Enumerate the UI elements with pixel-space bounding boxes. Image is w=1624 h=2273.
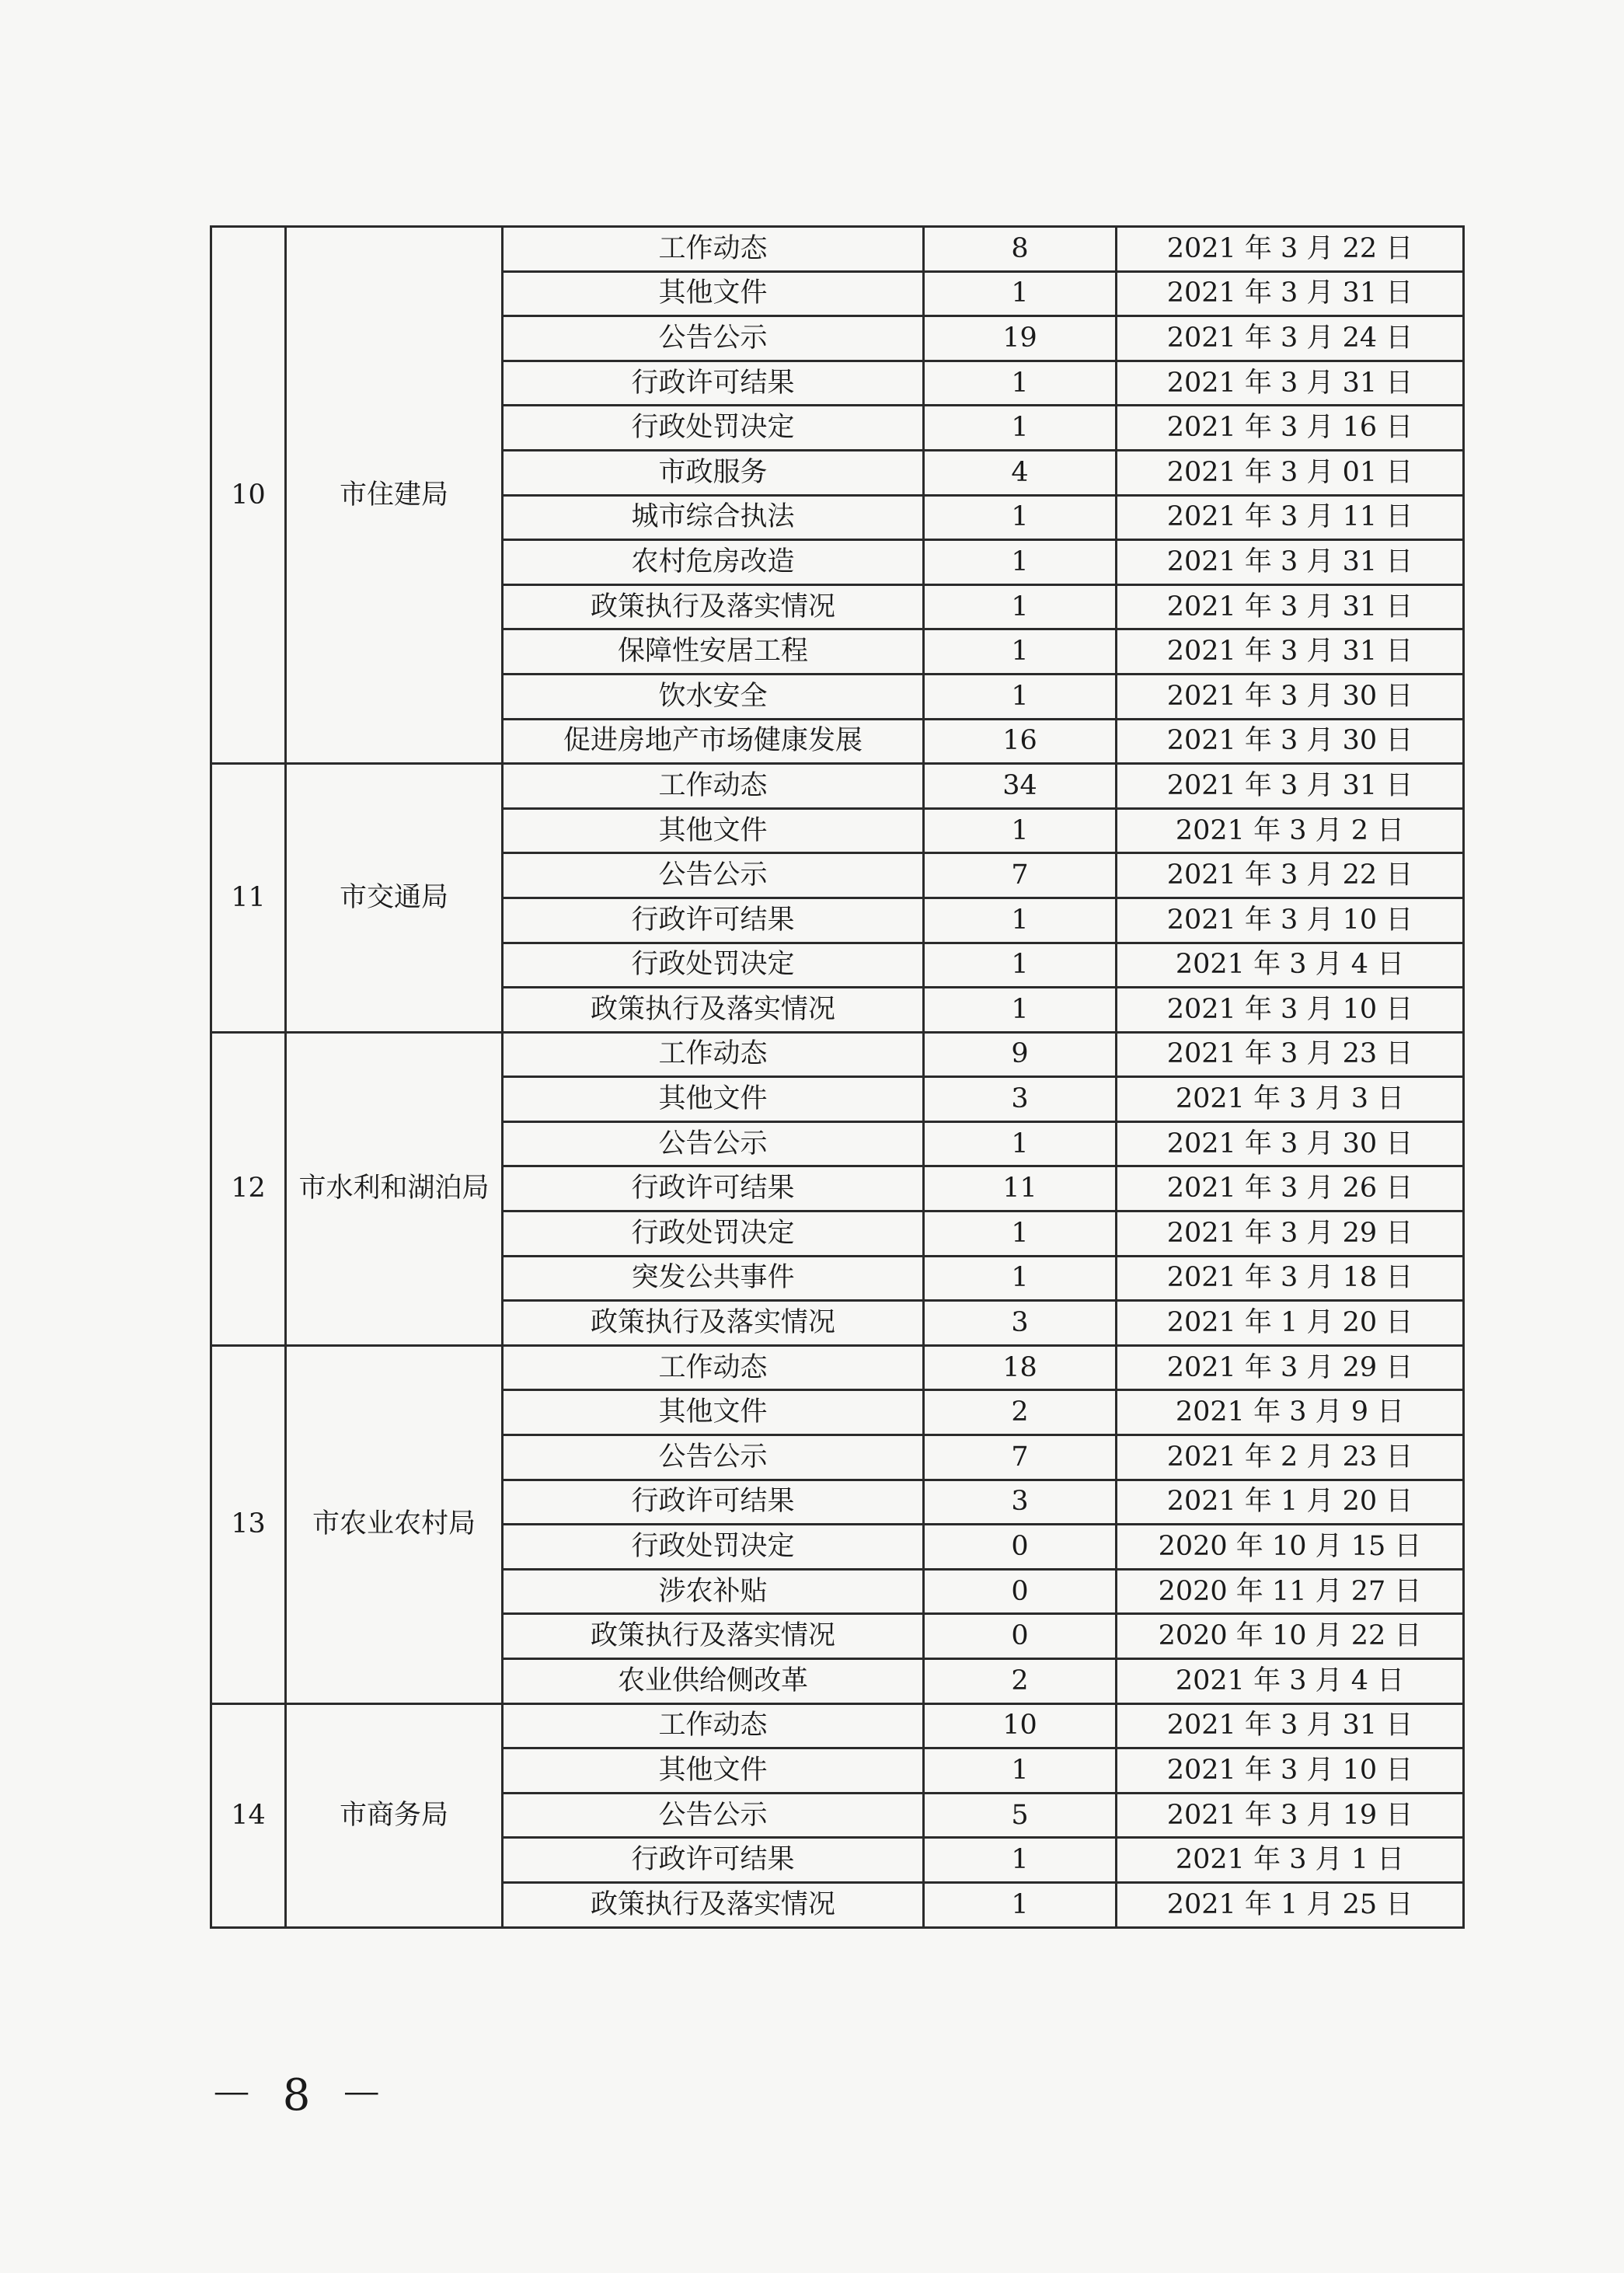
count-cell: 1 xyxy=(924,988,1117,1033)
date-cell: 2021 年 3 月 29 日 xyxy=(1117,1211,1464,1257)
table-row xyxy=(211,227,1464,272)
department-cell: 市交通局 xyxy=(286,764,503,1033)
table-row xyxy=(211,1032,1464,1077)
date-cell: 2021 年 3 月 4 日 xyxy=(1117,943,1464,988)
department-cell: 市商务局 xyxy=(286,1703,503,1927)
category-cell: 公告公示 xyxy=(503,1435,924,1480)
date-cell: 2021 年 3 月 22 日 xyxy=(1117,227,1464,272)
category-cell: 饮水安全 xyxy=(503,674,924,719)
count-cell: 7 xyxy=(924,1435,1117,1480)
department-cell: 市住建局 xyxy=(286,227,503,764)
count-cell: 1 xyxy=(924,629,1117,675)
date-cell: 2021 年 3 月 10 日 xyxy=(1117,1748,1464,1794)
category-cell: 政策执行及落实情况 xyxy=(503,584,924,629)
category-cell: 公告公示 xyxy=(503,316,924,361)
count-cell: 2 xyxy=(924,1659,1117,1704)
count-cell: 18 xyxy=(924,1345,1117,1390)
count-cell: 1 xyxy=(924,808,1117,853)
category-cell: 行政许可结果 xyxy=(503,1838,924,1883)
category-cell: 农业供给侧改革 xyxy=(503,1659,924,1704)
date-cell: 2021 年 3 月 31 日 xyxy=(1117,361,1464,406)
count-cell: 3 xyxy=(924,1077,1117,1122)
date-cell: 2021 年 3 月 10 日 xyxy=(1117,988,1464,1033)
date-cell: 2021 年 3 月 10 日 xyxy=(1117,898,1464,943)
date-cell: 2021 年 3 月 24 日 xyxy=(1117,316,1464,361)
page-number: － 8 － xyxy=(210,2070,392,2121)
date-cell: 2021 年 3 月 3 日 xyxy=(1117,1077,1464,1122)
category-cell: 其他文件 xyxy=(503,1077,924,1122)
count-cell: 1 xyxy=(924,1256,1117,1301)
count-cell: 16 xyxy=(924,719,1117,764)
table-row xyxy=(211,1345,1464,1390)
category-cell: 行政许可结果 xyxy=(503,1480,924,1525)
count-cell: 1 xyxy=(924,1882,1117,1927)
category-cell: 政策执行及落实情况 xyxy=(503,1882,924,1927)
count-cell: 0 xyxy=(924,1525,1117,1570)
category-cell: 工作动态 xyxy=(503,1703,924,1748)
date-cell: 2021 年 3 月 11 日 xyxy=(1117,495,1464,540)
category-cell: 公告公示 xyxy=(503,853,924,898)
date-cell: 2021 年 3 月 16 日 xyxy=(1117,406,1464,451)
category-cell: 行政许可结果 xyxy=(503,1166,924,1211)
category-cell: 政策执行及落实情况 xyxy=(503,1301,924,1346)
date-cell: 2021 年 1 月 20 日 xyxy=(1117,1480,1464,1525)
category-cell: 其他文件 xyxy=(503,1748,924,1794)
date-cell: 2021 年 3 月 31 日 xyxy=(1117,271,1464,316)
count-cell: 2 xyxy=(924,1390,1117,1435)
date-cell: 2021 年 3 月 19 日 xyxy=(1117,1793,1464,1838)
date-cell: 2021 年 3 月 9 日 xyxy=(1117,1390,1464,1435)
row-number-cell: 13 xyxy=(211,1345,286,1703)
count-cell: 11 xyxy=(924,1166,1117,1211)
date-cell: 2021 年 2 月 23 日 xyxy=(1117,1435,1464,1480)
category-cell: 涉农补贴 xyxy=(503,1569,924,1614)
count-cell: 1 xyxy=(924,271,1117,316)
category-cell: 行政处罚决定 xyxy=(503,1525,924,1570)
row-number-cell: 12 xyxy=(211,1032,286,1345)
row-number-cell: 10 xyxy=(211,227,286,764)
category-cell: 公告公示 xyxy=(503,1121,924,1166)
date-cell: 2021 年 1 月 20 日 xyxy=(1117,1301,1464,1346)
count-cell: 1 xyxy=(924,406,1117,451)
count-cell: 1 xyxy=(924,1838,1117,1883)
category-cell: 行政许可结果 xyxy=(503,361,924,406)
date-cell: 2021 年 3 月 30 日 xyxy=(1117,674,1464,719)
count-cell: 1 xyxy=(924,1121,1117,1166)
count-cell: 1 xyxy=(924,674,1117,719)
date-cell: 2021 年 3 月 31 日 xyxy=(1117,584,1464,629)
category-cell: 工作动态 xyxy=(503,764,924,809)
date-cell: 2020 年 11 月 27 日 xyxy=(1117,1569,1464,1614)
date-cell: 2020 年 10 月 22 日 xyxy=(1117,1614,1464,1659)
category-cell: 政策执行及落实情况 xyxy=(503,1614,924,1659)
date-cell: 2021 年 3 月 1 日 xyxy=(1117,1838,1464,1883)
date-cell: 2020 年 10 月 15 日 xyxy=(1117,1525,1464,1570)
date-cell: 2021 年 3 月 4 日 xyxy=(1117,1659,1464,1704)
count-cell: 3 xyxy=(924,1480,1117,1525)
table-row xyxy=(211,1703,1464,1748)
category-cell: 工作动态 xyxy=(503,227,924,272)
date-cell: 2021 年 3 月 2 日 xyxy=(1117,808,1464,853)
category-cell: 突发公共事件 xyxy=(503,1256,924,1301)
count-cell: 10 xyxy=(924,1703,1117,1748)
category-cell: 其他文件 xyxy=(503,808,924,853)
count-cell: 1 xyxy=(924,1748,1117,1794)
category-cell: 行政许可结果 xyxy=(503,898,924,943)
count-cell: 1 xyxy=(924,898,1117,943)
category-cell: 行政处罚决定 xyxy=(503,406,924,451)
count-cell: 4 xyxy=(924,450,1117,495)
date-cell: 2021 年 3 月 29 日 xyxy=(1117,1345,1464,1390)
category-cell: 政策执行及落实情况 xyxy=(503,988,924,1033)
date-cell: 2021 年 3 月 30 日 xyxy=(1117,719,1464,764)
date-cell: 2021 年 3 月 26 日 xyxy=(1117,1166,1464,1211)
count-cell: 0 xyxy=(924,1569,1117,1614)
count-cell: 7 xyxy=(924,853,1117,898)
category-cell: 行政处罚决定 xyxy=(503,943,924,988)
date-cell: 2021 年 3 月 31 日 xyxy=(1117,764,1464,809)
category-cell: 其他文件 xyxy=(503,271,924,316)
row-number-cell: 11 xyxy=(211,764,286,1033)
count-cell: 1 xyxy=(924,540,1117,585)
category-cell: 工作动态 xyxy=(503,1345,924,1390)
count-cell: 1 xyxy=(924,495,1117,540)
row-number-cell: 14 xyxy=(211,1703,286,1927)
count-cell: 19 xyxy=(924,316,1117,361)
category-cell: 公告公示 xyxy=(503,1793,924,1838)
table-body xyxy=(211,227,1464,1928)
category-cell: 促进房地产市场健康发展 xyxy=(503,719,924,764)
category-cell: 工作动态 xyxy=(503,1032,924,1077)
count-cell: 5 xyxy=(924,1793,1117,1838)
table-row xyxy=(211,764,1464,809)
category-cell: 行政处罚决定 xyxy=(503,1211,924,1257)
date-cell: 2021 年 3 月 22 日 xyxy=(1117,853,1464,898)
department-cell: 市水利和湖泊局 xyxy=(286,1032,503,1345)
category-cell: 农村危房改造 xyxy=(503,540,924,585)
date-cell: 2021 年 3 月 01 日 xyxy=(1117,450,1464,495)
category-cell: 市政服务 xyxy=(503,450,924,495)
date-cell: 2021 年 3 月 31 日 xyxy=(1117,540,1464,585)
disclosure-table xyxy=(210,225,1465,1929)
count-cell: 0 xyxy=(924,1614,1117,1659)
count-cell: 1 xyxy=(924,943,1117,988)
count-cell: 1 xyxy=(924,361,1117,406)
date-cell: 2021 年 1 月 25 日 xyxy=(1117,1882,1464,1927)
date-cell: 2021 年 3 月 31 日 xyxy=(1117,1703,1464,1748)
department-cell: 市农业农村局 xyxy=(286,1345,503,1703)
category-cell: 其他文件 xyxy=(503,1390,924,1435)
date-cell: 2021 年 3 月 30 日 xyxy=(1117,1121,1464,1166)
date-cell: 2021 年 3 月 31 日 xyxy=(1117,629,1464,675)
count-cell: 1 xyxy=(924,584,1117,629)
date-cell: 2021 年 3 月 23 日 xyxy=(1117,1032,1464,1077)
category-cell: 保障性安居工程 xyxy=(503,629,924,675)
count-cell: 8 xyxy=(924,227,1117,272)
date-cell: 2021 年 3 月 18 日 xyxy=(1117,1256,1464,1301)
category-cell: 城市综合执法 xyxy=(503,495,924,540)
count-cell: 9 xyxy=(924,1032,1117,1077)
count-cell: 1 xyxy=(924,1211,1117,1257)
count-cell: 3 xyxy=(924,1301,1117,1346)
count-cell: 34 xyxy=(924,764,1117,809)
